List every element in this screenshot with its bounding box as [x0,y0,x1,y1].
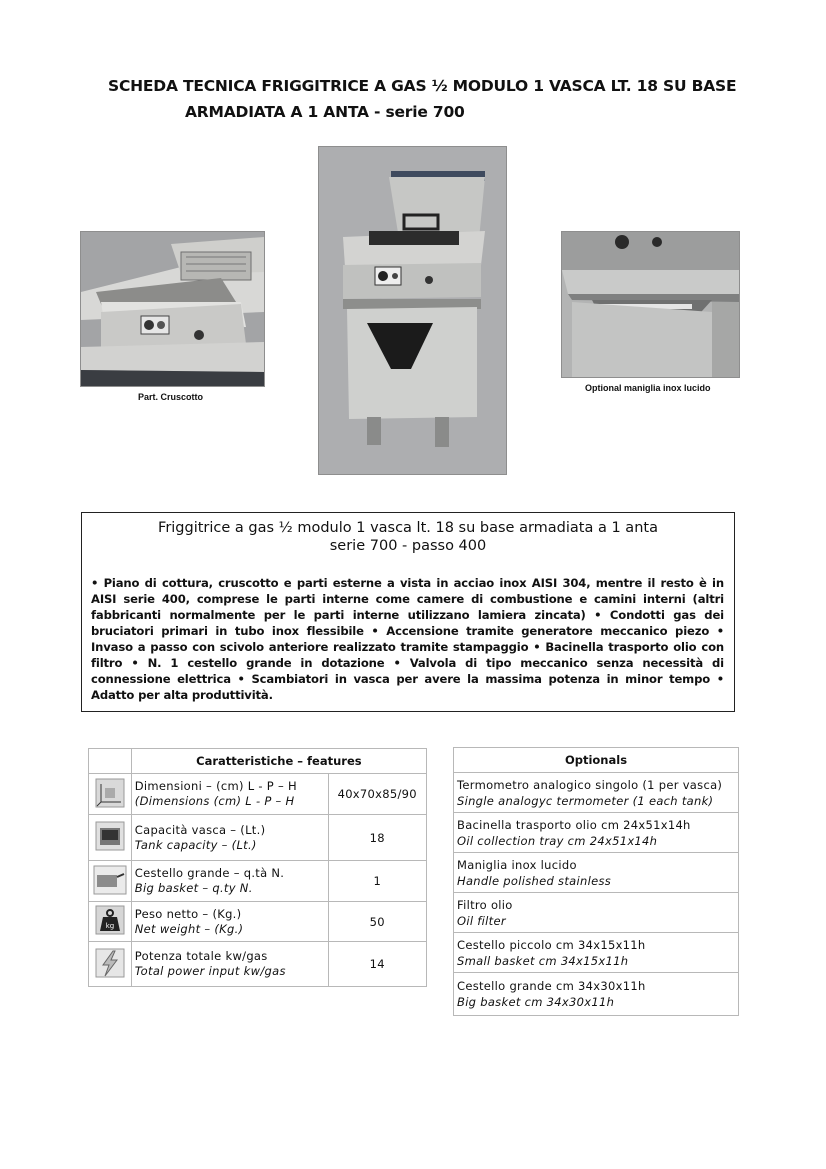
list-item [454,813,739,853]
svg-text:kg: kg [105,922,115,930]
optionals-header: Optionals [454,748,739,773]
feature-value-power: 14 [328,942,427,987]
basket-icon [89,861,132,902]
table-row [89,942,427,987]
description-heading-line-2: serie 700 - passo 400 [329,538,487,554]
table-row [89,774,427,815]
description-heading-line-1: Friggitrice a gas ½ modulo 1 vasca lt. 18 su base armadiata a 1 anta [158,520,658,536]
photo-handle [561,231,740,378]
list-item [454,853,739,893]
caption-control-panel: Part. Cruscotto [138,392,204,402]
list-item [454,933,739,973]
table-row [89,902,427,942]
caption-handle: Optional maniglia inox lucido [585,383,711,393]
list-item [454,893,739,933]
feature-label-it: Potenza totale kw/gas [134,949,268,963]
photo-control-panel [80,231,265,387]
feature-label-en: (Dimensions (cm) L - P – H [134,794,295,808]
title-line-1: SCHEDA TECNICA FRIGGITRICE A GAS ½ MODULO 1 VASCA LT. 18 SU BASE [108,77,737,95]
feature-label-en: Tank capacity – (Lt.) [134,837,257,852]
description-body: • Piano di cottura, cruscotto e parti esterne a vista in acciao inox AISI 304, mentre il resto è in AISI serie 400, comprese le parti interne come camere di combustione e camini interni (altri fabbricanti normalmente per le parti interne utilizzano lamiera zincata) • Condotti gas dei bruciatori primari in tubo inox flessibile • Accensione tramite generatore meccanico piezo • Invaso a passo con scivolo anteriore realizzato tramite stampaggio • Bacinella trasporto olio con filtro • N. 1 cestello grande in dotazione • Valvola di tipo meccanico senza necessità di connessione elettrica • Scambiatori in vasca per avere la massima potenza in minor tempo • Adatto per alta produttività. [91,576,724,702]
optional-label-it: Bacinella trasporto olio cm 24x51x14h [457,817,691,832]
feature-label-it: Peso netto – (Kg.) [134,906,242,921]
weight-icon [89,902,132,942]
optional-label-en: Oil collection tray cm 24x51x14h [457,833,658,848]
feature-value-tank: 18 [328,815,427,861]
feature-label-en: Net weight – (Kg.) [134,921,244,936]
optional-label-en: Big basket cm 34x30x11h [457,995,615,1009]
optional-label-it: Filtro olio [457,897,513,912]
tank-icon [89,815,132,861]
optional-label-it: Maniglia inox lucido [457,857,577,872]
feature-value-basket: 1 [328,861,427,902]
table-row [89,861,427,902]
feature-label-it: Cestello grande – q.tà N. [134,866,285,880]
title-line-2: ARMADIATA A 1 ANTA - serie 700 [185,103,465,121]
feature-label-it: Dimensioni – (cm) L - P – H [134,779,297,793]
optional-label-en: Single analogyc termometer (1 each tank) [457,793,714,808]
feature-label-it: Capacità vasca – (Lt.) [134,822,266,837]
optionals-table [453,747,739,1016]
table-row [89,815,427,861]
description-box [81,512,735,712]
optional-label-en: Handle polished stainless [457,873,612,888]
feature-value-dimensions: 40x70x85/90 [328,774,427,815]
feature-label-en: Big basket – q.ty N. [134,881,253,895]
optional-label-en: Small basket cm 34x15x11h [457,953,629,968]
optional-label-it: Cestello piccolo cm 34x15x11h [457,937,646,952]
photo-fryer [318,146,507,475]
feature-label-en: Total power input kw/gas [134,964,286,978]
features-table [88,748,427,987]
power-icon [89,942,132,987]
dimensions-icon [89,774,132,815]
optional-label-en: Oil filter [457,913,506,928]
optional-label-it: Termometro analogico singolo (1 per vasca) [457,777,723,792]
features-header-blank [89,749,132,774]
optional-label-it: Cestello grande cm 34x30x11h [457,979,646,993]
features-header: Caratteristiche – features [131,749,426,774]
list-item [454,773,739,813]
feature-value-weight: 50 [328,902,427,942]
features-header-row [89,749,427,774]
list-item [454,973,739,1016]
